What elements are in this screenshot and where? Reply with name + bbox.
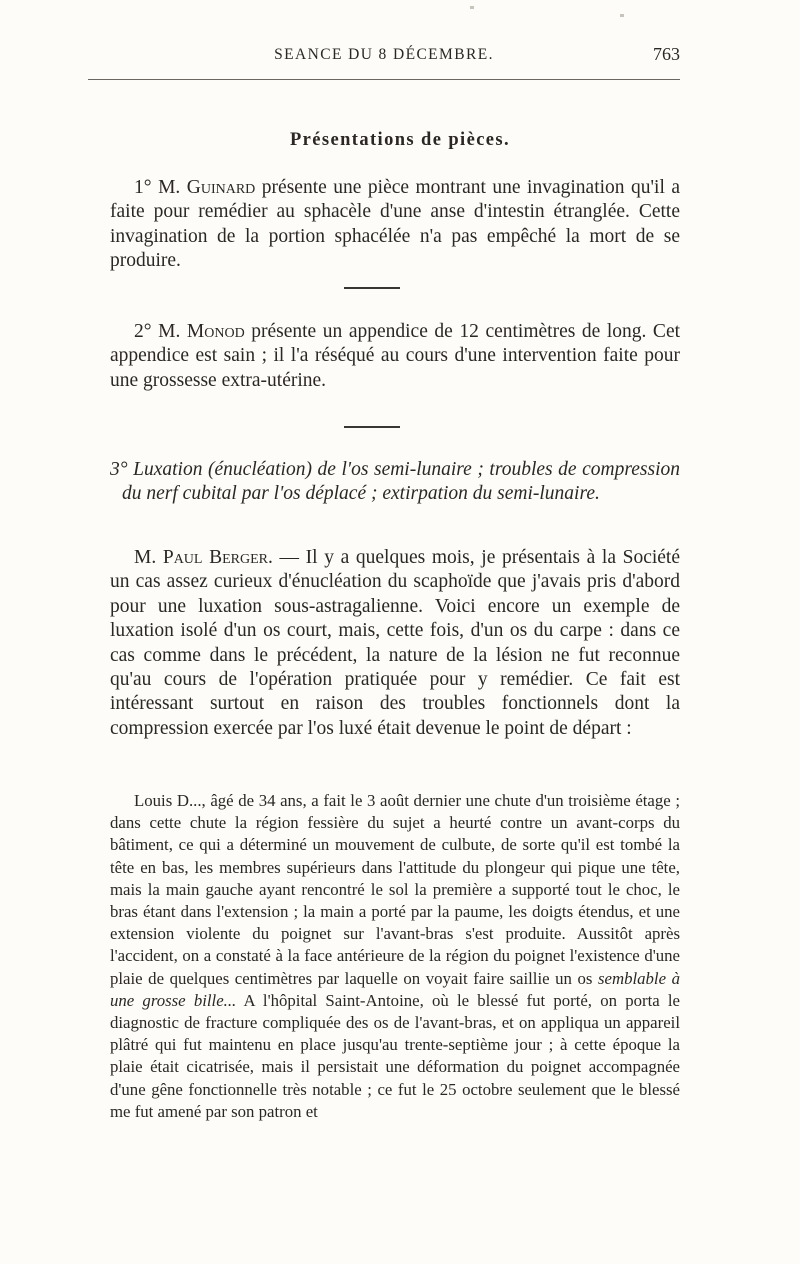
separator-rule: [344, 426, 400, 428]
berger-text: — Il y a quelques mois, je présentais à la Société un cas assez curieux d'énucléation du scaphoïde que j'avais pris d'abord pour une luxation sous-astragalienne. Voici encore un exemple de luxation isolé d'un os court, mais, cette fois, d'un os du carpe : dans ce cas comme dans le précédent, la nature de la lésion ne fut reconnue qu'au cours de l'opération pratiquée pour y remédier. Ce fait est intéressant surtout en raison des troubles fonctionnels dont la compression exercée par l'os luxé était devenue le point de départ :: [110, 547, 681, 739]
item-1-text: présente une pièce montrant une invagination qu'il a faite pour remédier au sphacèle d'une anse d'intestin étranglée. Cette invagination de la portion sphacélée n'a pas empêché la mort de se produire.: [110, 177, 681, 272]
section-title: Présentations de pièces.: [289, 130, 511, 150]
separator-rule: [344, 287, 400, 289]
speck-mark: [470, 6, 474, 9]
page-number: 763: [653, 44, 680, 64]
item-3-title-text: Luxation (énucléation) de l'os semi-lunaire ; troubles de compression du nerf cubital par l'os déplacé ; extirpation du semi-lunaire.: [122, 459, 680, 505]
case-paragraph: [110, 790, 680, 1123]
running-head-title: SEANCE DU 8 DÉCEMBRE.: [274, 46, 494, 63]
item-1-number: 1°: [134, 177, 152, 198]
case-text-before: Louis D..., âgé de 34 ans, a fait le 3 août dernier une chute d'un troisième étage ; dans cette chute la région fessière du sujet a heurté contre un avant-corps du bâtiment, ce qui a déterminé un mouvement de culbute, de sorte qu'il est tombé la tête en bas, les membres supérieurs dans l'attitude du plongeur qui pique une tête, mais la main gauche ayant rencontré le sol la première a supporté tout le choc, le bras étant dans l'extension ; la main a porté par la paume, les doigts étendus, et une extension violente du poignet sur l'avant-bras s'est produite. Aussitôt après l'accident, on a constaté à la face antérieure de la région du poignet l'existence d'une plaie de quelques centimètres par laquelle on voyait faire saillie un os: [110, 791, 680, 988]
running-head: [88, 46, 680, 72]
item-1-paragraph: [110, 176, 680, 274]
item-3-number: 3°: [110, 459, 128, 480]
item-2-text: présente un appendice de 12 centimètres de long. Cet appendice est sain ; il l'a réséqué au cours d'une intervention faite pour une grossesse extra-utérine.: [110, 321, 681, 391]
item-3-title: [110, 458, 680, 507]
speaker-name: M. Paul Berger.: [134, 547, 273, 568]
case-text-after: A l'hôpital Saint-Antoine, où le blessé fut porté, on porta le diagnostic de fracture compliquée des os de l'avant-bras, et on appliqua un appareil plâtré qui fut maintenu en place jusqu'au trente-septième jour ; à cette époque la plaie était cicatrisée, mais il persistait une déformation du poignet accompagnée d'une gêne fonctionnelle très notable ; ce fut le 25 octobre seulement que le blessé me fut amené par son patron et: [110, 990, 680, 1121]
speck-mark: [620, 14, 624, 17]
item-2-number: 2°: [134, 321, 152, 342]
item-2-paragraph: [110, 320, 680, 393]
case-italic: semblable à une grosse bille...: [110, 968, 680, 1010]
item-2-author: M. Monod: [158, 321, 245, 342]
item-1-author: M. Guinard: [158, 177, 256, 198]
header-rule: [88, 79, 680, 80]
berger-paragraph: [110, 546, 680, 741]
